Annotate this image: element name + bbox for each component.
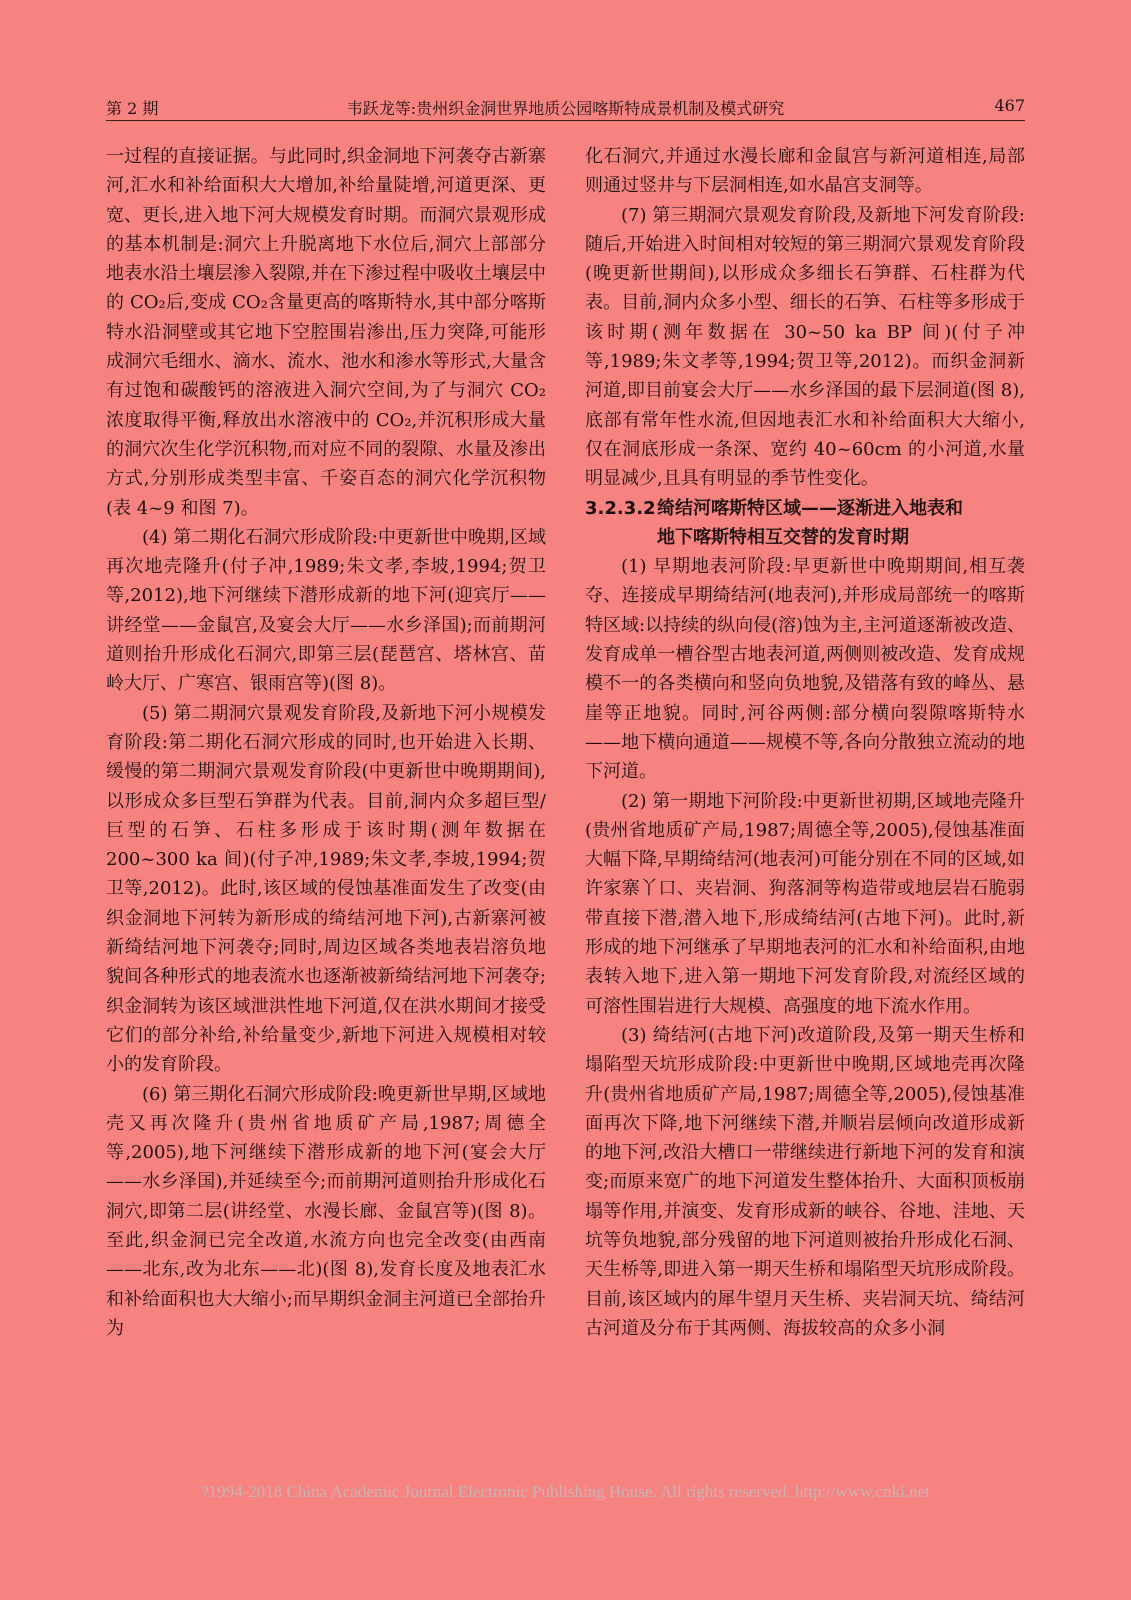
- issue-number: 第 2 期: [106, 99, 159, 118]
- running-header: [106, 92, 1025, 121]
- paragraph: (2) 第一期地下河阶段:中更新世初期,区域地壳隆升(贵州省地质矿产局,1987;周德全等,2005),侵蚀基准面大幅下降,早期绮结河(地表河)可能分别在不同的区域,如许家寨丫口、夹岩洞、狗落洞等构造带或地层岩石脆弱带直接下潜,潜入地下,形成绮结河(古地下河)。此时,新形成的地下河继承了早期地表河的汇水和补给面积,由地表转入地下,进入第一期地下河发育阶段,对流经区域的可溶性围岩进行大规模、高强度的地下流水作用。: [585, 790, 1025, 1017]
- paragraph: 一过程的直接证据。与此同时,织金洞地下河袭夺古新寨河,汇水和补给面积大大增加,补给量陡增,河道更深、更宽、更长,进入地下河大规模发育时期。而洞穴景观形成的基本机制是:洞穴上升脱离地下水位后,洞穴上部部分地表水沿土壤层渗入裂隙,并在下渗过程中吸收土壤层中的 CO₂后,变成 CO₂含量更高的喀斯特水,其中部分喀斯特水沿洞壁或其它地下空腔围岩渗出,压力突降,可能形成洞穴毛细水、滴水、流水、池水和渗水等形式,大量含有过饱和碳酸钙的溶液进入洞穴空间,为了与洞穴 CO₂浓度取得平衡,释放出水溶液中的 CO₂,并沉积形成大量的洞穴次生化学沉积物,而对应不同的裂隙、水量及渗出方式,分别形成类型丰富、千姿百态的洞穴化学沉积物(表 4~9 和图 7)。: [106, 146, 546, 519]
- left-column: [106, 142, 546, 1343]
- paragraph: (3) 绮结河(古地下河)改道阶段,及第一期天生桥和塌陷型天坑形成阶段:中更新世中晚期,区域地壳再次隆升(贵州省地质矿产局,1987;周德全等,2005),侵蚀基准面再次下降,地下河继续下潜,并顺岩层倾向改道形成新的地下河,改沿大槽口一带继续进行新地下河的发育和演变;而原来宽广的地下河道发生整体抬升、大面积顶板崩塌等作用,并演变、发育形成新的峡谷、谷地、洼地、天坑等负地貌,部分残留的地下河道则被抬升形成化石洞、天生桥等,即进入第一期天生桥和塌陷型天坑形成阶段。目前,该区域内的犀牛望月天生桥、夹岩洞天坑、绮结河古河道及分布于其两侧、海拔较高的众多小洞: [585, 1024, 1025, 1339]
- section-title-line2: 地下喀斯特相互交替的发育时期: [657, 526, 909, 548]
- paragraph: (6) 第三期化石洞穴形成阶段:晚更新世早期,区域地壳又再次隆升(贵州省地质矿产局,1987;周德全等,2005),地下河继续下潜形成新的地下河(宴会大厅——水乡泽国),并延续至今;而前期河道则抬升形成化石洞穴,即第二层(讲经堂、水漫长廊、金鼠宫等)(图 8)。至此,织金洞已完全改道,水流方向也完全改变(由西南——北东,改为北东——北)(图 8),发育长度及地表汇水和补给面积也大大缩小;而早期织金洞主河道已全部抬升为: [106, 1083, 546, 1339]
- page-number: 467: [994, 96, 1025, 115]
- section-title-line1: 绮结河喀斯特区域——逐渐进入地表和: [657, 497, 963, 519]
- section-number: 3.2.3.2: [585, 497, 656, 519]
- paragraph: (1) 早期地表河阶段:早更新世中晚期期间,相互袭夺、连接成早期绮结河(地表河),并形成局部统一的喀斯特区域:以持续的纵向侵(溶)蚀为主,主河道逐渐被改造、发育成单一槽谷型古地表河道,两侧则被改造、发育成规模不一的各类横向和竖向负地貌,及错落有致的峰丛、悬崖等正地貌。同时,河谷两侧:部分横向裂隙喀斯特水——地下横向通道——规模不等,各向分散独立流动的地下河道。: [585, 556, 1025, 783]
- section-heading: [585, 494, 1025, 553]
- right-column: [585, 142, 1025, 1343]
- paragraph: 化石洞穴,并通过水漫长廊和金鼠宫与新河道相连,局部则通过竖井与下层洞相连,如水晶宫支洞等。: [585, 146, 1025, 197]
- paragraph: (4) 第二期化石洞穴形成阶段:中更新世中晚期,区域再次地壳隆升(付子冲,1989;朱文孝,李坡,1994;贺卫等,2012),地下河继续下潜形成新的地下河(迎宾厅——讲经堂——金鼠宫,及宴会大厅——水乡泽国);而前期河道则抬升形成化石洞穴,即第三层(琵琶宫、塔林宫、苗岭大厅、广寒宫、银雨宫等)(图 8)。: [106, 526, 546, 695]
- paragraph: (7) 第三期洞穴景观发育阶段,及新地下河发育阶段:随后,开始进入时间相对较短的第三期洞穴景观发育阶段(晚更新世期间),以形成众多细长石笋群、石柱群为代表。目前,洞内众多小型、细长的石笋、石柱等多形成于该时期(测年数据在 30~50 ka BP 间)(付子冲等,1989;朱文孝等,1994;贺卫等,2012)。而织金洞新河道,即目前宴会大厅——水乡泽国的最下层洞道(图 8),底部有常年性水流,但因地表汇水和补给面积大大缩小,仅在洞底形成一条深、宽约 40~60cm 的小河道,水量明显减少,且具有明显的季节性变化。: [585, 204, 1025, 490]
- copyright-footer: ?1994-2018 China Academic Journal Electronic Publishing House. All rights reserved. http://www.cnki.net: [201, 1482, 930, 1501]
- running-title: 韦跃龙等:贵州织金洞世界地质公园喀斯特成景机制及模式研究: [346, 99, 785, 118]
- paragraph: (5) 第二期洞穴景观发育阶段,及新地下河小规模发育阶段:第二期化石洞穴形成的同时,也开始进入长期、缓慢的第二期洞穴景观发育阶段(中更新世中晚期期间),以形成众多巨型石笋群为代表。目前,洞内众多超巨型/巨型的石笋、石柱多形成于该时期(测年数据在 200~300 ka 间)(付子冲,1989;朱文孝,李坡,1994;贺卫等,2012)。此时,该区域的侵蚀基准面发生了改变(由织金洞地下河转为新形成的绮结河地下河),古新寨河被新绮结河地下河袭夺;同时,周边区域各类地表岩溶负地貌间各种形式的地表流水也逐渐被新绮结河地下河袭夺;织金洞转为该区域泄洪性地下河道,仅在洪水期间才接受它们的部分补给,补给量变少,新地下河进入规模相对较小的发育阶段。: [106, 702, 546, 1076]
